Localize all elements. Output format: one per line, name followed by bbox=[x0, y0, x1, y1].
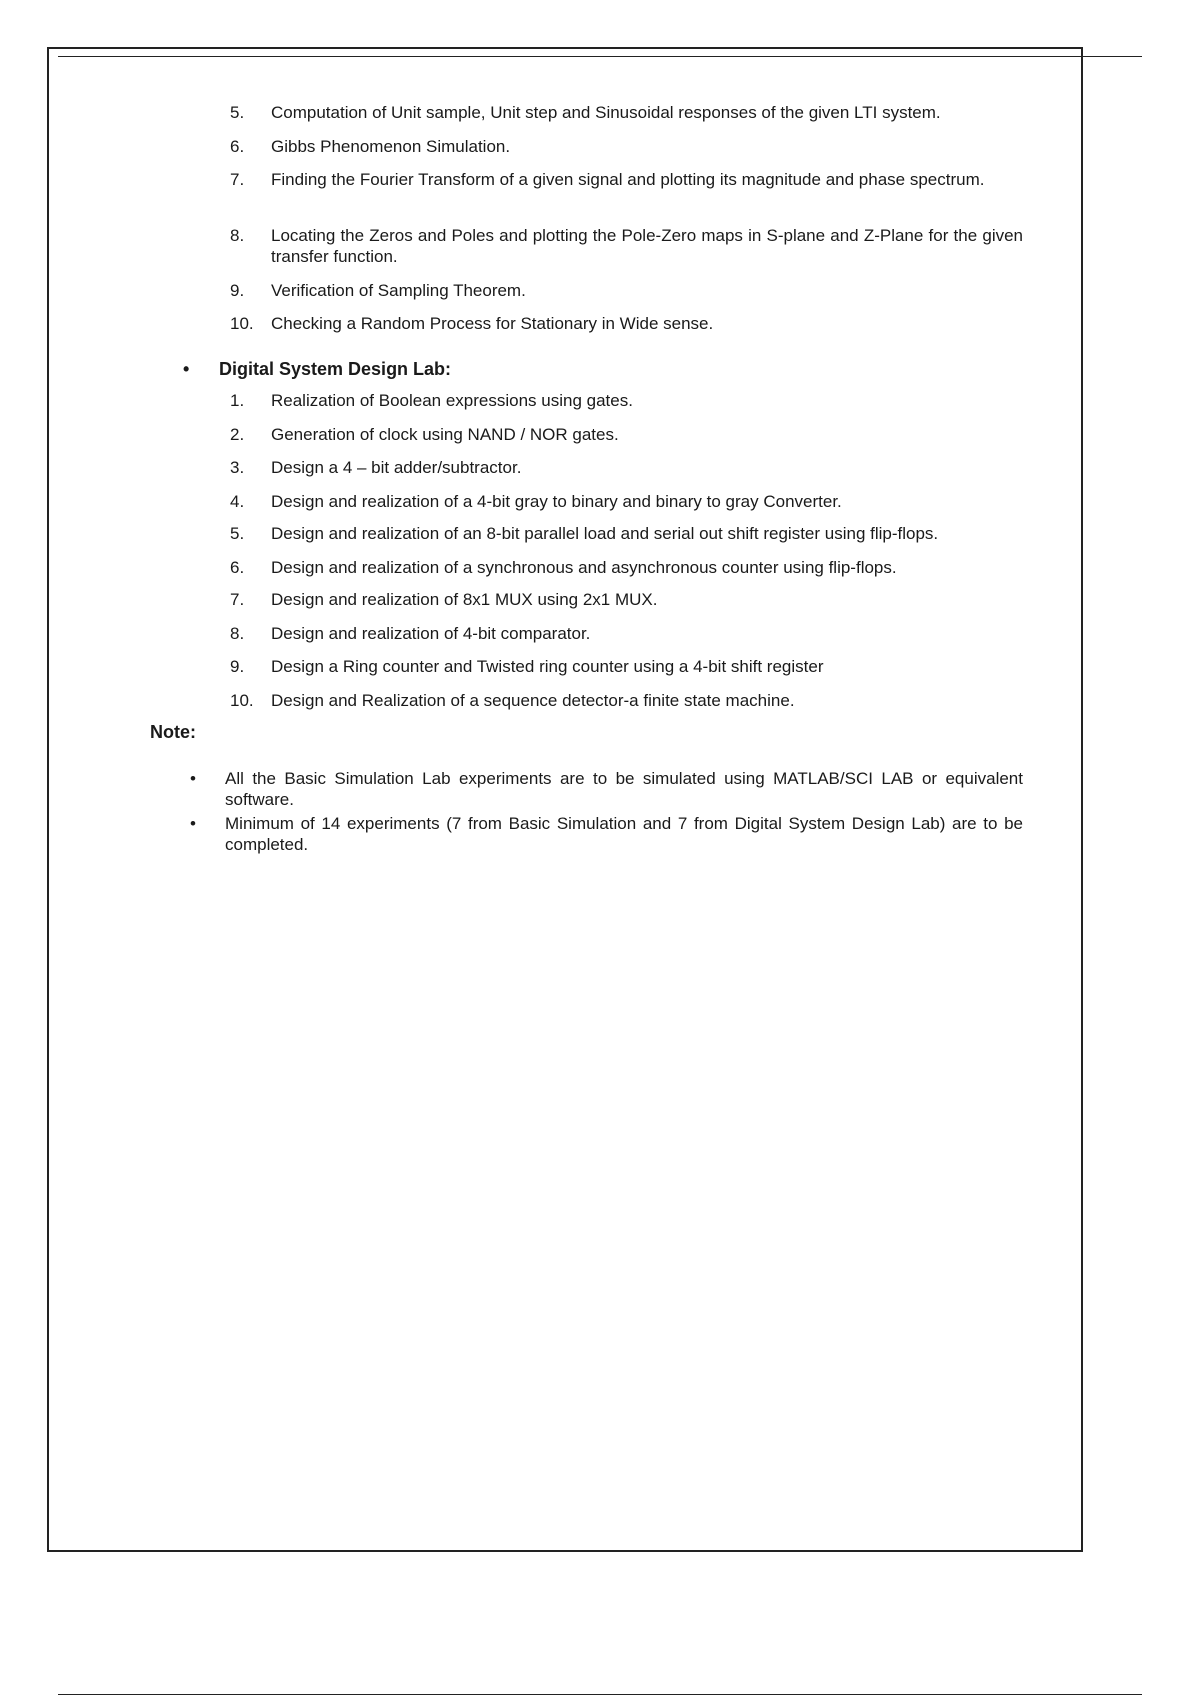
note-text: All the Basic Simulation Lab experiments are to be simulated using MATLAB/SCI LAB or equivalent software. bbox=[225, 769, 1023, 809]
item-number: 3. bbox=[230, 458, 245, 477]
item-number: 10. bbox=[230, 314, 254, 333]
bullet: • bbox=[183, 359, 190, 379]
item-number: 6. bbox=[230, 137, 245, 156]
bullet: • bbox=[190, 814, 196, 833]
item-text: Design and realization of 8x1 MUX using 2x1 MUX. bbox=[271, 590, 658, 609]
item-number: 5. bbox=[230, 103, 245, 122]
item-text: Verification of Sampling Theorem. bbox=[271, 281, 526, 300]
item-text: Design and realization of a 4-bit gray to binary and binary to gray Converter. bbox=[271, 492, 842, 511]
item-number: 9. bbox=[230, 657, 245, 676]
footer-rule bbox=[58, 1694, 1142, 1695]
item-number: 4. bbox=[230, 492, 245, 511]
item-text: Finding the Fourier Transform of a given signal and plotting its magnitude and phase spectrum. bbox=[271, 170, 985, 189]
item-text: Design and realization of a synchronous and asynchronous counter using flip-flops. bbox=[271, 558, 897, 577]
item-number: 2. bbox=[230, 425, 245, 444]
item-text: Gibbs Phenomenon Simulation. bbox=[271, 137, 511, 156]
note-heading: Note: bbox=[150, 722, 196, 742]
section-title: Digital System Design Lab: bbox=[219, 359, 452, 379]
item-text: Generation of clock using NAND / NOR gates. bbox=[271, 425, 619, 444]
item-number: 7. bbox=[230, 170, 245, 189]
note-text: Minimum of 14 experiments (7 from Basic Simulation and 7 from Digital System Design Lab) are to be completed. bbox=[225, 814, 1023, 854]
item-text: Realization of Boolean expressions using gates. bbox=[271, 391, 633, 410]
item-text: Locating the Zeros and Poles and plotting the Pole-Zero maps in S-plane and Z-Plane for the given transfer function. bbox=[271, 226, 1023, 266]
item-text: Design and realization of an 8-bit parallel load and serial out shift register using flip-flops. bbox=[271, 524, 939, 543]
item-number: 10. bbox=[230, 691, 254, 710]
item-text: Checking a Random Process for Stationary in Wide sense. bbox=[271, 314, 714, 333]
item-number: 8. bbox=[230, 624, 245, 643]
item-text: Design a Ring counter and Twisted ring counter using a 4-bit shift register bbox=[271, 657, 824, 676]
item-number: 1. bbox=[230, 391, 245, 410]
bullet: • bbox=[190, 769, 196, 788]
item-text: Design and Realization of a sequence detector-a finite state machine. bbox=[271, 691, 795, 710]
item-text: Design a 4 – bit adder/subtractor. bbox=[271, 458, 522, 477]
item-number: 6. bbox=[230, 558, 245, 577]
item-number: 7. bbox=[230, 590, 245, 609]
item-number: 5. bbox=[230, 524, 245, 543]
item-number: 8. bbox=[230, 226, 245, 245]
item-text: Computation of Unit sample, Unit step and Sinusoidal responses of the given LTI system. bbox=[271, 103, 941, 122]
item-text: Design and realization of 4-bit comparator. bbox=[271, 624, 591, 643]
item-number: 9. bbox=[230, 281, 245, 300]
